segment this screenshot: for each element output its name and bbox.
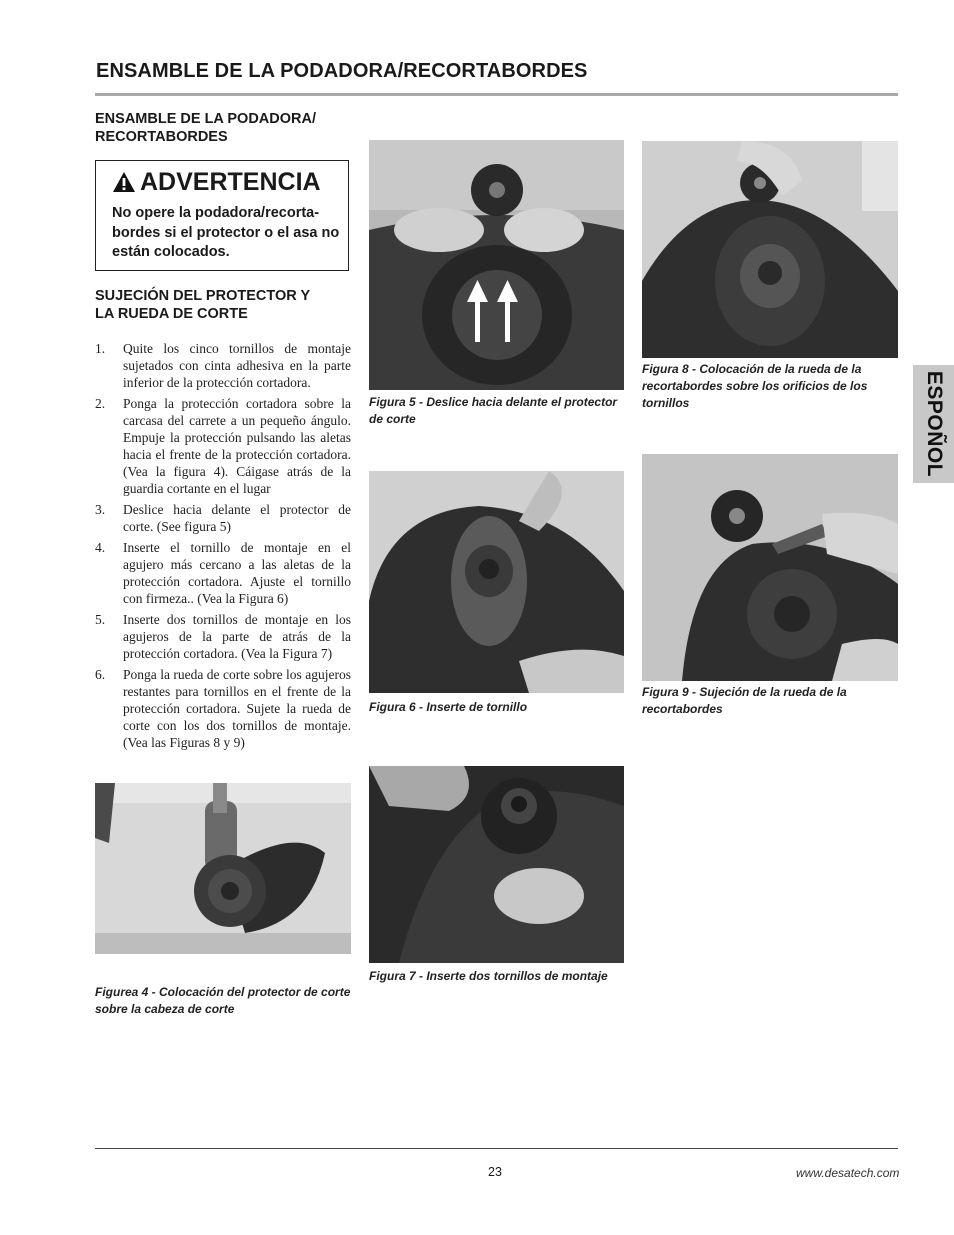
title-divider	[95, 93, 898, 96]
step-text: Quite los cinco tornillos de montaje sujetados con cinta adhesiva en la parte inferior de la protección cortadora.	[123, 341, 351, 390]
figure-9-photo	[642, 454, 898, 681]
figure-7-caption: Figura 7 - Inserte dos tornillos de montaje	[369, 969, 608, 983]
step-number: 1.	[95, 341, 106, 356]
section-heading-guard	[95, 287, 355, 323]
warning-box	[95, 160, 349, 271]
step-number: 6.	[95, 667, 106, 682]
footer-divider	[95, 1148, 898, 1149]
section-heading-line: LA RUEDA DE CORTE	[95, 306, 248, 322]
step-number: 4.	[95, 540, 106, 555]
step-text: Inserte el tornillo de montaje en el agujero más cercano a las aletas de la protección cortadora. Ajuste el tornillo con firmeza.. (Vea la Figura 6)	[123, 540, 351, 606]
figure-7-photo	[369, 766, 624, 963]
figure-8-caption: Figura 8 - Colocación de la rueda de la recortabordes sobre los orificios de los tornillos	[642, 362, 868, 410]
language-tab	[913, 365, 954, 483]
section-heading-assembly	[95, 110, 355, 146]
website-url: www.desatech.com	[796, 1166, 900, 1180]
list-item	[95, 611, 351, 662]
page-number: 23	[488, 1165, 502, 1179]
list-item	[95, 539, 351, 607]
assembly-steps-list	[95, 340, 351, 755]
figure-4-caption: Figurea 4 - Colocación del protector de corte sobre la cabeza de corte	[95, 985, 351, 1016]
list-item	[95, 666, 351, 751]
step-number: 5.	[95, 612, 106, 627]
figure-6-caption: Figura 6 - Inserte de tornillo	[369, 700, 528, 714]
step-number: 2.	[95, 396, 106, 411]
figure-5-caption: Figura 5 - Deslice hacia delante el protector de corte	[369, 395, 618, 426]
language-tab-label: ESPOÑOL	[922, 370, 946, 478]
figure-5-photo	[369, 140, 624, 390]
warning-text: No opere la podadora/recorta-bordes si el protector o el asa no están colocados.	[112, 205, 340, 260]
list-item	[95, 395, 351, 497]
warning-title-text: ADVERTENCIA	[140, 168, 321, 196]
page-title: ENSAMBLE DE LA PODADORA/RECORTABORDES	[96, 60, 588, 82]
step-text: Ponga la rueda de corte sobre los agujeros restantes para tornillos en el frente de la protección cortadora. Sujete la rueda de corte con los dos tornillos de montaje. (Vea las Figuras 8 y 9)	[123, 667, 351, 750]
figure-4-photo	[95, 783, 351, 954]
warning-triangle-icon	[112, 171, 136, 193]
step-number: 3.	[95, 502, 106, 517]
step-text: Inserte dos tornillos de montaje en los agujeros de la parte de atrás de la protección cortadora. (Vea la Figura 7)	[123, 612, 351, 661]
step-text: Ponga la protección cortadora sobre la carcasa del carrete a un pequeño ángulo. Empuje la protección pulsando las aletas hacia el frente de la protección cortadora. (Vea la figura 4). Cáigase atrás de la guardia cortante en el lugar	[123, 396, 351, 496]
figure-8-photo	[642, 141, 898, 358]
step-text: Deslice hacia delante el protector de corte. (See figura 5)	[123, 502, 351, 534]
section-heading-line: RECORTABORDES	[95, 129, 228, 145]
list-item	[95, 340, 351, 391]
section-heading-line: ENSAMBLE DE LA PODADORA/	[95, 111, 316, 127]
list-item	[95, 501, 351, 535]
section-heading-line: SUJECIÓN DEL PROTECTOR Y	[95, 288, 311, 304]
figure-9-caption: Figura 9 - Sujeción de la rueda de la recortabordes	[642, 685, 847, 716]
figure-6-photo	[369, 471, 624, 693]
warning-title	[112, 168, 321, 197]
